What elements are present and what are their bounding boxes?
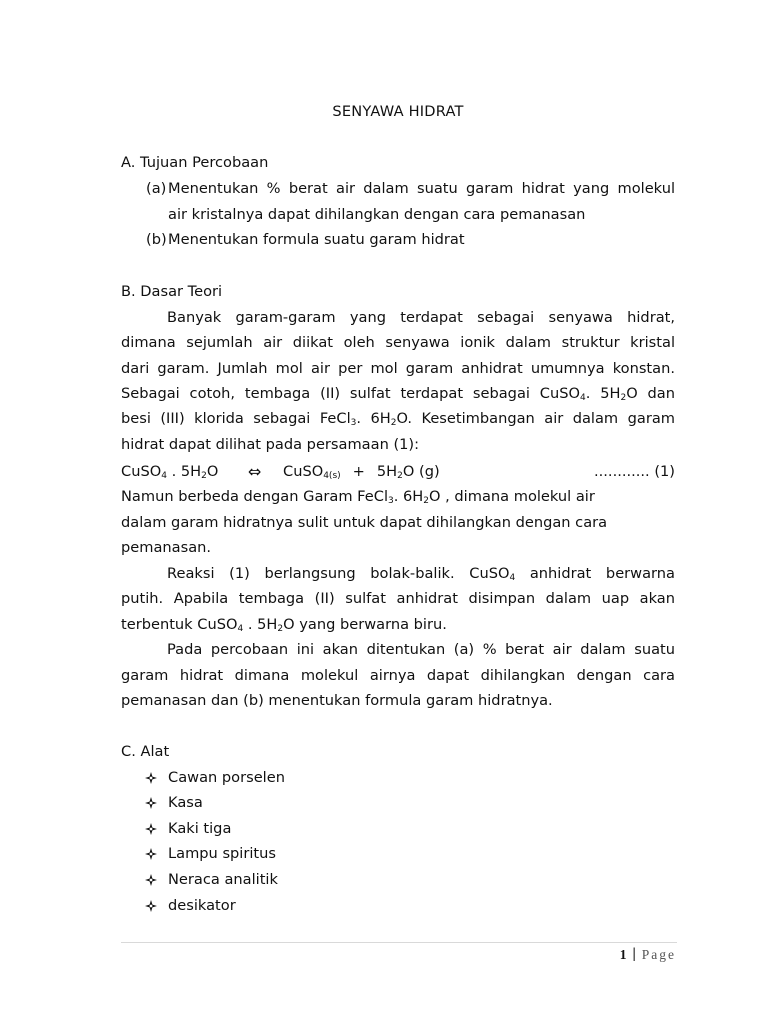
tool-item	[145, 871, 278, 888]
theory-p2-line1: Namun berbeda dengan Garam FeCl$_3$. $6H_2O$ , dimana molekul air	[121, 488, 595, 506]
page-label: Page	[641, 946, 676, 962]
document-title: SENYAWA HIDRAT	[332, 103, 464, 120]
tool-item	[145, 845, 276, 862]
tool-item	[145, 897, 236, 914]
equilibrium-arrow: ⇔	[248, 462, 262, 481]
theory-p1-line6: hidrat dapat dilihat pada persamaan (1):	[121, 436, 420, 453]
page-footer	[620, 946, 676, 963]
theory-p4-line1: Pada percobaan ini akan ditentukan (a) % berat air dalam suatu	[167, 641, 675, 658]
theory-p1-line1: Banyak garam-garam yang terdapat sebagai senyawa hidrat,	[167, 309, 675, 326]
equation-label: ............ (1)	[594, 463, 675, 480]
diamond-bullet-icon	[145, 848, 157, 860]
section-c-heading: C. Alat	[121, 743, 170, 760]
tool-item-label: Neraca analitik	[168, 871, 278, 888]
tool-item	[145, 794, 203, 811]
tool-item-label: Kasa	[168, 794, 203, 811]
equation-right: CuSO$_{4(s)}$ + $5H_2O$ (g)	[283, 463, 440, 481]
footer-divider	[121, 942, 677, 943]
theory-p3-line1: Reaksi (1) berlangsung bolak-balik. CuSO$_4$ anhidrat berwarna	[167, 565, 675, 583]
diamond-bullet-icon	[145, 900, 157, 912]
objective-a-line2: air kristalnya dapat dihilangkan dengan cara pemanasan	[168, 206, 586, 223]
theory-p1-line3: dari garam. Jumlah mol air per mol garam anhidrat umumnya konstan.	[121, 360, 675, 377]
theory-p1-line4: Sebagai cotoh, tembaga (II) sulfat terdapat sebagai CuSO$_4$. $5H_2O$ dan	[121, 385, 675, 403]
theory-p2-line2: dalam garam hidratnya sulit untuk dapat dihilangkan dengan cara	[121, 514, 608, 531]
page-number: 1	[619, 946, 627, 962]
objective-a-number: (a)	[146, 180, 167, 197]
theory-p4-line3: pemanasan dan (b) menentukan formula garam hidratnya.	[121, 692, 553, 709]
equation-left: CuSO$_4$ . $5H_2O$	[121, 463, 219, 481]
theory-p3-line2: putih. Apabila tembaga (II) sulfat anhidrat disimpan dalam uap akan	[121, 590, 675, 607]
theory-p4-line2: garam hidrat dimana molekul airnya dapat dihilangkan dengan cara	[121, 667, 675, 684]
tool-item	[145, 820, 231, 837]
section-b-heading: B. Dasar Teori	[121, 283, 223, 300]
diamond-bullet-icon	[145, 797, 157, 809]
section-a-heading: A. Tujuan Percobaan	[121, 154, 269, 171]
diamond-bullet-icon	[145, 772, 157, 784]
tool-item	[145, 769, 285, 786]
tool-item-label: desikator	[168, 897, 236, 914]
theory-p2-line3: pemanasan.	[121, 539, 212, 556]
theory-p3-line3: terbentuk CuSO$_4$ . $5H_2O$ yang berwarna biru.	[121, 616, 447, 634]
diamond-bullet-icon	[145, 874, 157, 886]
objective-b-number: (b)	[146, 231, 167, 248]
tool-item-label: Kaki tiga	[168, 820, 232, 837]
footer-separator: |	[632, 946, 636, 962]
diamond-bullet-icon	[145, 823, 157, 835]
theory-p1-line5: besi (III) klorida sebagai FeCl$_3$. $6H_2O$. Kesetimbangan air dalam garam	[121, 410, 675, 428]
theory-p1-line2: dimana sejumlah air diikat oleh senyawa ionik dalam struktur kristal	[121, 334, 675, 351]
objective-b-line1: Menentukan formula suatu garam hidrat	[168, 231, 465, 248]
tool-item-label: Cawan porselen	[168, 769, 285, 786]
objective-a-line1: Menentukan % berat air dalam suatu garam hidrat yang molekul	[168, 180, 675, 197]
tool-item-label: Lampu spiritus	[168, 845, 276, 862]
